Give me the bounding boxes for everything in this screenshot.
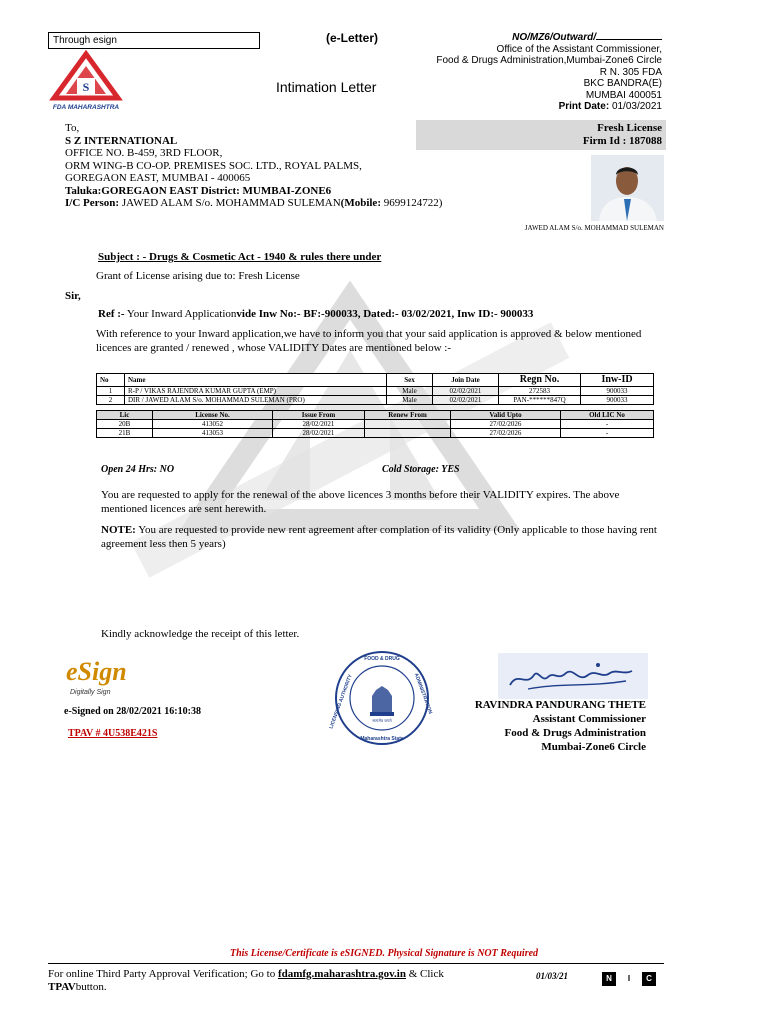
reference-paragraph: With reference to your Inward application,we have to inform you that your said application is approved & below mentioned licences are granted / renewed , whose VALIDITY Dates are mentioned below :- — [96, 328, 642, 354]
table-row: 20B 413052 28/02/2021 27/02/2026 - — [97, 420, 654, 429]
table-header: Name — [125, 374, 387, 387]
footer-divider — [48, 963, 664, 964]
to-label: To, — [65, 122, 80, 134]
office-line: BKC BANDRA(E) — [583, 78, 662, 89]
signature-image — [498, 653, 648, 699]
svg-text:LICENSING AUTHORITY: LICENSING AUTHORITY — [328, 673, 354, 730]
tpav-link[interactable]: TPAV # 4U538E421S — [68, 728, 158, 739]
cold-storage: Cold Storage: YES — [382, 464, 460, 475]
esign-notice: This License/Certificate is eSIGNED. Physical Signature is NOT Required — [229, 948, 539, 959]
office-line: Food & Drugs Administration,Mumbai-Zone6 Circle — [436, 55, 662, 66]
table-header: Renew From — [365, 411, 451, 420]
table-header: Old LIC No — [561, 411, 654, 420]
open-24-hrs: Open 24 Hrs: NO — [101, 464, 175, 475]
table-header: License No. — [153, 411, 273, 420]
nic-letter: N — [602, 972, 616, 986]
firm-name: S Z INTERNATIONAL — [65, 134, 178, 147]
firm-id: Firm Id : 187088 — [582, 135, 662, 147]
print-date: Print Date: 01/03/2021 — [558, 101, 662, 112]
subject-line: Subject : - Drugs & Cosmetic Act - 1940 & rules there under — [98, 251, 382, 263]
address-line: ORM WING-B CO-OP. PREMISES SOC. LTD., ROYAL PALMS, — [65, 159, 362, 172]
page-title: Intimation Letter — [276, 79, 377, 95]
table-header: Inw-ID — [581, 374, 654, 387]
signer-block — [475, 698, 646, 754]
licenses-table — [96, 410, 654, 438]
svg-text:सत्यमेव जयते: सत्यमेव जयते — [372, 718, 392, 723]
salutation: Sir, — [65, 290, 81, 302]
grant-line: Grant of License arising due to: Fresh License — [96, 270, 300, 282]
person-photo — [591, 155, 664, 221]
office-address — [436, 32, 662, 113]
signer-title: Assistant Commissioner — [532, 713, 646, 725]
reference-line: Ref :- Your Inward Applicationvide Inw No:- BF:-900033, Dated:- 03/02/2021, Inw ID:- 900033 — [98, 308, 534, 320]
table-header: Join Date — [433, 374, 499, 387]
nic-logo — [602, 968, 662, 986]
renewal-paragraph: You are requested to apply for the renewal of the above licences 3 months before their VALIDITY expires. The above mentioned licences are sent herewith. — [101, 489, 620, 515]
table-header: No — [97, 374, 125, 387]
address-line: GOREGAON EAST, MUMBAI - 400065 — [65, 172, 251, 184]
table-row: 2 DIR / JAWED ALAM S/o. MOHAMMAD SULEMAN (PRO) Male 02/02/2021 PAN-******847Q 900033 — [97, 396, 654, 405]
persons-table — [96, 373, 654, 405]
fda-logo-icon — [50, 52, 122, 112]
table-row: 21B 413053 28/02/2021 27/02/2026 - — [97, 429, 654, 438]
signer-name: RAVINDRA PANDURANG THETE — [474, 699, 646, 711]
license-type: Fresh License — [597, 122, 662, 134]
through-esign-box: Through esign — [48, 32, 260, 49]
fda-seal-icon — [328, 650, 434, 746]
office-line: R N. 305 FDA — [599, 66, 662, 78]
table-header: Regn No. — [499, 374, 581, 387]
svg-text:S: S — [82, 80, 90, 94]
table-row: 1 R-P / VIKAS RAJENDRA KUMAR GUPTA (EMP) Male 02/02/2021 272583 900033 — [97, 387, 654, 396]
footer-date: 01/03/21 — [536, 971, 569, 981]
svg-text:eSign: eSign — [66, 657, 127, 686]
table-header: Lic — [97, 411, 153, 420]
logo-text: FDA MAHARASHTRA — [52, 104, 120, 111]
license-box — [416, 120, 666, 150]
outward-number: NO/MZ6/Outward/ — [436, 32, 662, 44]
acknowledge-line: Kindly acknowledge the receipt of this letter. — [101, 628, 300, 640]
svg-text:ADMINISTRATION: ADMINISTRATION — [412, 672, 434, 715]
table-header: Issue From — [273, 411, 365, 420]
svg-text:Maharashtra State: Maharashtra State — [360, 736, 404, 742]
nic-letter: I — [622, 972, 636, 986]
verification-text: For online Third Party Approval Verification; Go to fdamfg.maharashtra.gov.in & Click TPAVbutton. — [48, 968, 444, 993]
esign-logo-icon — [64, 652, 154, 698]
esigned-timestamp: e-Signed on 28/02/2021 16:10:38 — [64, 706, 201, 717]
table-header: Sex — [387, 374, 433, 387]
taluka-line: Taluka:GOREGAON EAST District: MUMBAI-ZONE6 — [65, 184, 332, 197]
office-line: Office of the Assistant Commissioner, — [496, 43, 662, 55]
address-line: OFFICE NO. B-459, 3RD FLOOR, — [65, 147, 223, 159]
office-line: MUMBAI 400051 — [585, 89, 662, 101]
signer-dept: Food & Drugs Administration — [504, 727, 646, 739]
signer-circle: Mumbai-Zone6 Circle — [541, 741, 646, 753]
verification-link[interactable]: fdamfg.maharashtra.gov.in — [277, 968, 406, 980]
nic-letter: C — [642, 972, 656, 986]
svg-text:FOOD & DRUG: FOOD & DRUG — [364, 656, 400, 662]
ic-person-line: I/C Person: JAWED ALAM S/o. MOHAMMAD SULEMAN(Mobile: 9699124722) — [65, 197, 443, 209]
note-paragraph: NOTE: You are requested to provide new rent agreement after complation of its validity (Only applicable to those having rent agreement less then 5 years) — [101, 524, 657, 550]
svg-text:Digitally Sign: Digitally Sign — [70, 689, 111, 696]
photo-caption: JAWED ALAM S/o. MOHAMMAD SULEMAN — [524, 224, 664, 232]
eletter-label: (e-Letter) — [326, 31, 379, 45]
table-header: Valid Upto — [451, 411, 561, 420]
